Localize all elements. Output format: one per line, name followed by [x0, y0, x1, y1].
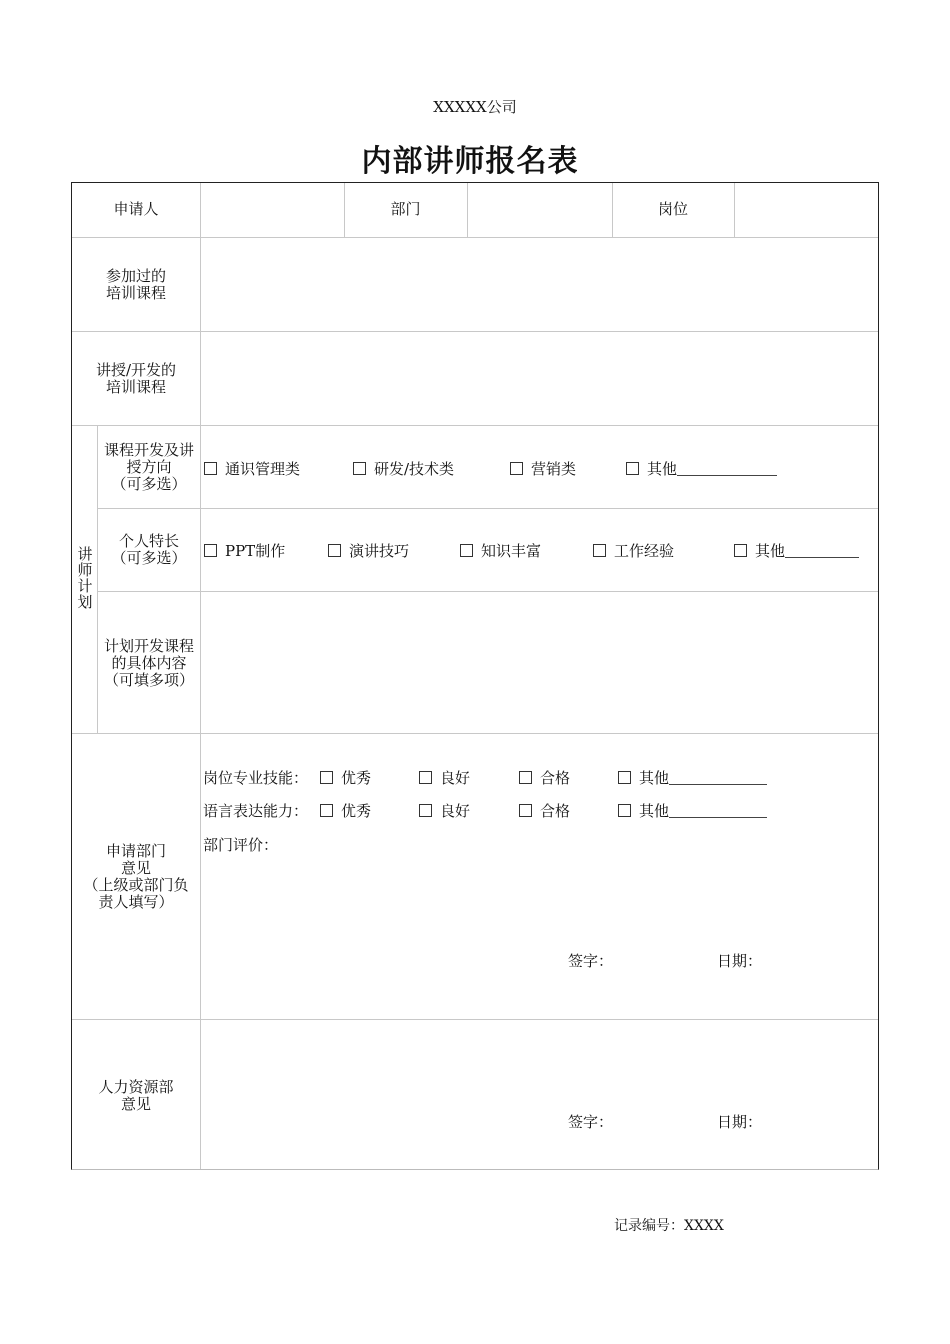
checkbox-icon	[320, 771, 333, 784]
taught-courses-field[interactable]	[201, 332, 878, 425]
planned-content-label: 计划开发课程 的具体内容 （可填多项）	[103, 637, 194, 689]
direction-option-rd-tech[interactable]: 研发/技术类	[353, 458, 454, 479]
attended-courses-field[interactable]	[201, 238, 878, 331]
department-label: 部门	[390, 200, 421, 218]
dept-signature-label: 签字：	[568, 952, 614, 970]
checkbox-icon	[510, 462, 523, 475]
checkbox-icon	[626, 462, 639, 475]
checkbox-icon	[618, 771, 631, 784]
dept-date-label: 日期：	[717, 952, 763, 970]
direction-option-marketing[interactable]: 营销类	[510, 458, 576, 479]
skill-option-other[interactable]: 其他	[618, 767, 767, 788]
specialty-option-speech[interactable]: 演讲技巧	[328, 540, 409, 561]
language-option-good[interactable]: 良好	[419, 800, 470, 821]
lecturer-plan-label: 讲 师 计 划	[77, 545, 93, 611]
direction-option-other[interactable]: 其他	[626, 458, 777, 479]
language-option-pass[interactable]: 合格	[519, 800, 570, 821]
registration-form	[71, 182, 879, 1170]
direction-option-general[interactable]: 通识管理类	[204, 458, 300, 479]
specialty-option-other[interactable]: 其他	[734, 540, 859, 561]
language-option-excellent[interactable]: 优秀	[320, 800, 371, 821]
checkbox-icon	[419, 804, 432, 817]
applicant-field[interactable]	[201, 183, 344, 237]
checkbox-icon	[419, 771, 432, 784]
hr-date-label: 日期：	[717, 1113, 763, 1131]
hr-signature-label: 签字：	[568, 1113, 614, 1131]
skill-option-pass[interactable]: 合格	[519, 767, 570, 788]
checkbox-icon	[734, 544, 747, 557]
dept-opinion-label: 申请部门 意见 （上级或部门负 责人填写）	[83, 842, 189, 911]
company-name: XXXXX公司	[433, 98, 517, 116]
checkbox-icon	[204, 544, 217, 557]
dept-evaluation-label: 部门评价：	[203, 836, 279, 854]
checkbox-icon	[204, 462, 217, 475]
checkbox-icon	[593, 544, 606, 557]
specialty-label: 个人特长 （可多选）	[111, 532, 187, 567]
position-field[interactable]	[735, 183, 878, 237]
taught-courses-label: 讲授/开发的 培训课程	[95, 361, 177, 396]
checkbox-icon	[618, 804, 631, 817]
checkbox-icon	[328, 544, 341, 557]
department-field[interactable]	[468, 183, 612, 237]
hr-opinion-label: 人力资源部 意见	[98, 1078, 174, 1113]
skill-label: 岗位专业技能：	[203, 769, 309, 787]
specialty-option-ppt[interactable]: PPT制作	[204, 540, 285, 561]
checkbox-icon	[353, 462, 366, 475]
checkbox-icon	[519, 771, 532, 784]
language-label: 语言表达能力：	[203, 802, 309, 820]
course-direction-label: 课程开发及讲 授方向 （可多选）	[103, 441, 194, 493]
applicant-label: 申请人	[113, 200, 159, 218]
specialty-option-knowledge[interactable]: 知识丰富	[460, 540, 541, 561]
checkbox-icon	[320, 804, 333, 817]
form-title: 内部讲师报名表	[361, 144, 579, 179]
skill-option-excellent[interactable]: 优秀	[320, 767, 371, 788]
specialty-option-experience[interactable]: 工作经验	[593, 540, 674, 561]
attended-courses-label: 参加过的 培训课程	[105, 267, 166, 302]
record-number: 记录编号：XXXX	[614, 1218, 724, 1234]
skill-option-good[interactable]: 良好	[419, 767, 470, 788]
checkbox-icon	[519, 804, 532, 817]
planned-content-field[interactable]	[201, 592, 878, 733]
checkbox-icon	[460, 544, 473, 557]
position-label: 岗位	[657, 200, 688, 218]
language-option-other[interactable]: 其他	[618, 800, 767, 821]
